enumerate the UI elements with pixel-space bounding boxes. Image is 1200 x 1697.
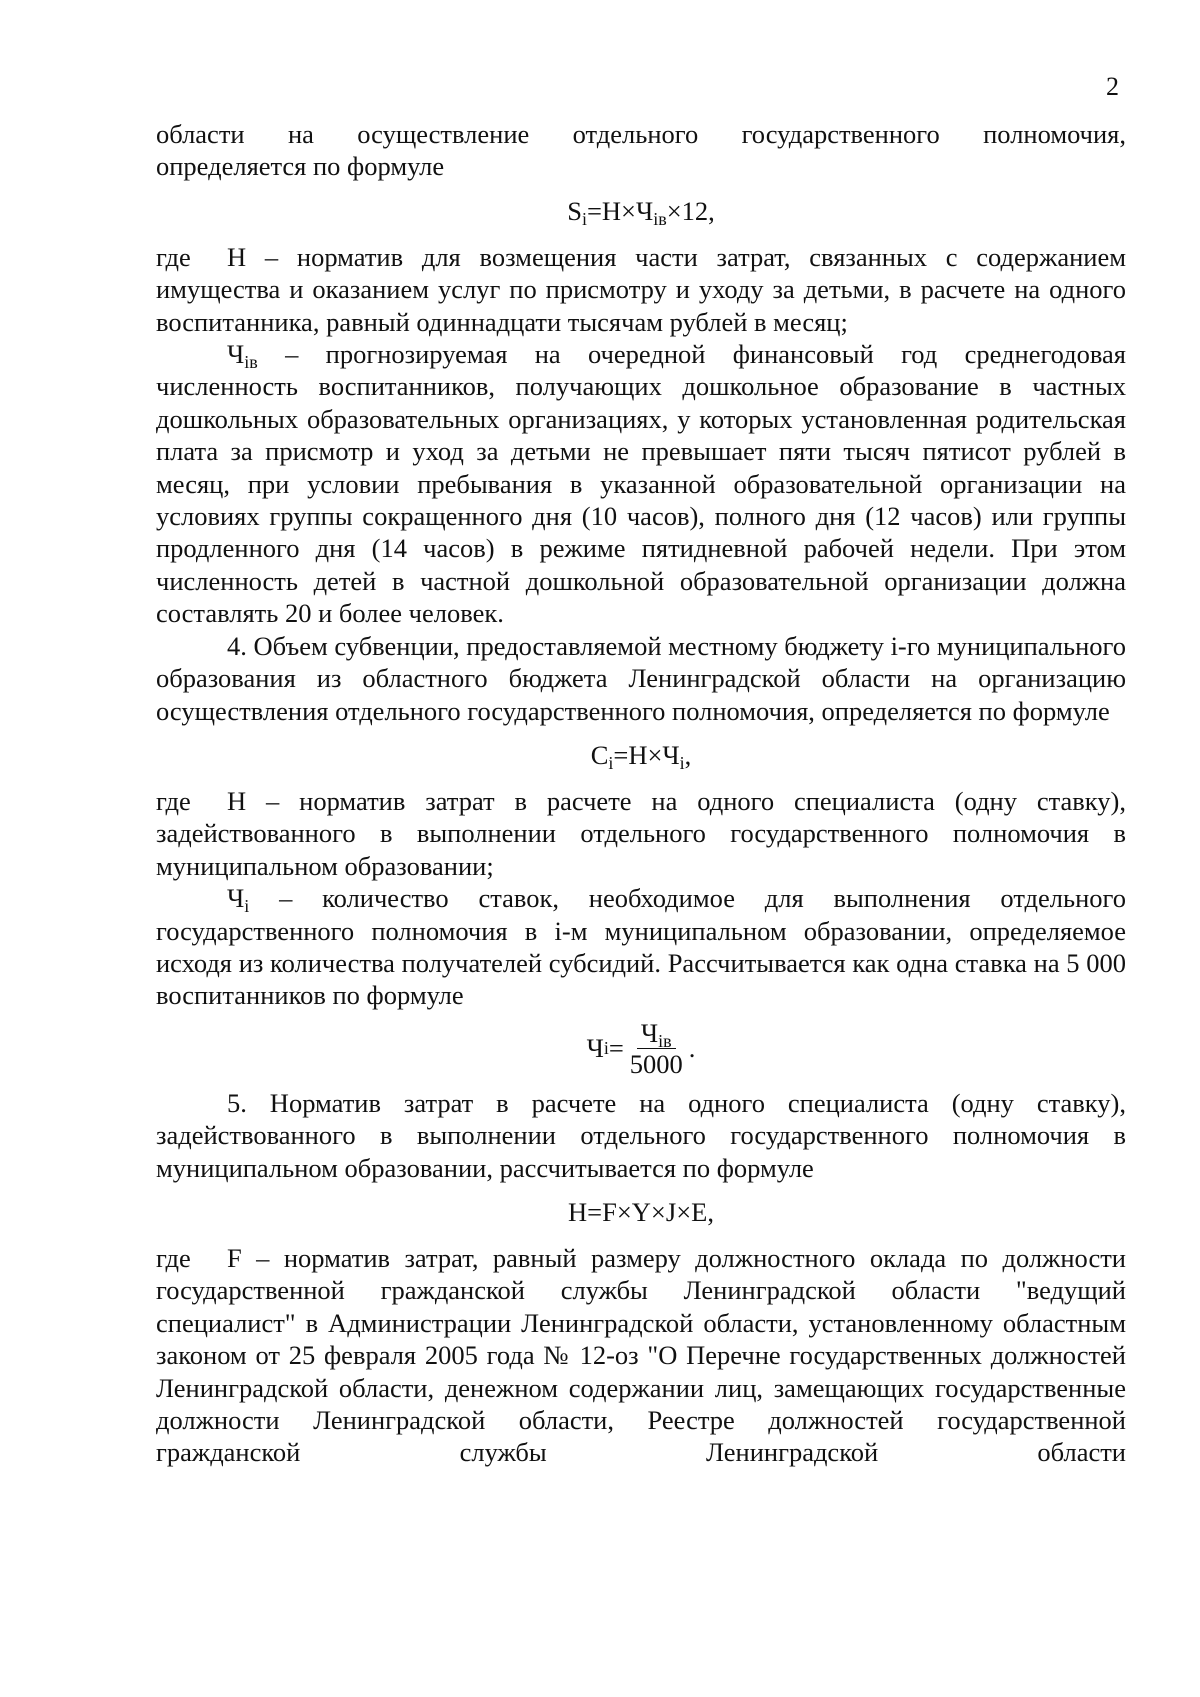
formula-norm: Н=F×Y×J×E, [568, 1196, 714, 1227]
definition-norm-specialist: где Н – норматив затрат в расчете на одного специалиста (одну ставку), задействованного в выполнении отдельного государственного полномочия в муниципальном образовании; [156, 785, 1126, 881]
page-number: 2 [1106, 72, 1119, 101]
paragraph-continuation: области на осуществление отдельного государственного полномочия, [156, 119, 1126, 149]
formula-subvention: $C_i=Н\times Ч_i$, [590, 739, 692, 773]
definition-staff-count: $Ч_i$ – количество ставок, необходимое для выполнения отдельного государственного полномочия в i-м муниципальном образовании, определяемое исходя из количества получателей субсидий. Рассчитывается как одна ставка на 5 000 воспитанников по формуле [156, 883, 1126, 1011]
document-body [156, 118, 1126, 1469]
paragraph-4: 4. Объем субвенции, предоставляемой местному бюджету i-го муниципального образования из областного бюджета Ленинградской области на организацию осуществления отдельного государственного полномочия, определяется по формуле [156, 630, 1126, 726]
definition-children-count: $Ч_{iв}$ – прогнозируемая на очередной финансовый год среднегодовая численность воспитанников, получающих дошкольное образование в частных дошкольных образовательных организациях, у которых установленная родительская плата за присмотр и уход за детьми не превышает пяти тысяч пятисот рублей в месяц, при условии пребывания в указанной образовательной организации на условиях группы сокращенного дня (10 часов), полного дня (12 часов) или группы продленного дня (14 часов) в режиме пятидневной рабочей недели. При этом численность детей в частной дошкольной образовательной организации должна составлять 20 и более человек. [156, 339, 1126, 629]
formula-staff-fraction: Ч i = $\frac{Ч_{iв}}{5000}$ . [586, 1017, 696, 1079]
definition-f: где F – норматив затрат, равный размеру должностного оклада по должности государственной гражданской службы Ленинградской области "ведущий специалист" в Администрации Ленинградской области, установленному областным законом от 25 февраля 2005 года № 12-оз "О Перечне государственных должностей Ленинградской области, денежном содержании лиц, замещающих государственные должности Ленинградской области, Реестре должностей государственной гражданской службы Ленинградской области [156, 1242, 1126, 1468]
formula-subsidy: $S_i=Н\times Ч_{iв}\times 12$, [567, 195, 715, 229]
paragraph-5: 5. Норматив затрат в расчете на одного специалиста (одну ставку), задействованного в выполнении отдельного государственного полномочия в муниципальном образовании, рассчитывается по формуле [156, 1087, 1126, 1183]
paragraph-continuation-end: определяется по формуле [156, 151, 445, 182]
fraction: $\frac{Ч_{iв}}{5000}$ [629, 1017, 683, 1079]
definition-norm-h: где Н – норматив для возмещения части затрат, связанных с содержанием имущества и оказанием услуг по присмотру и уходу за детьми, в расчете на одного воспитанника, равный одиннадцати тысячам рублей в месяц; [156, 241, 1126, 337]
